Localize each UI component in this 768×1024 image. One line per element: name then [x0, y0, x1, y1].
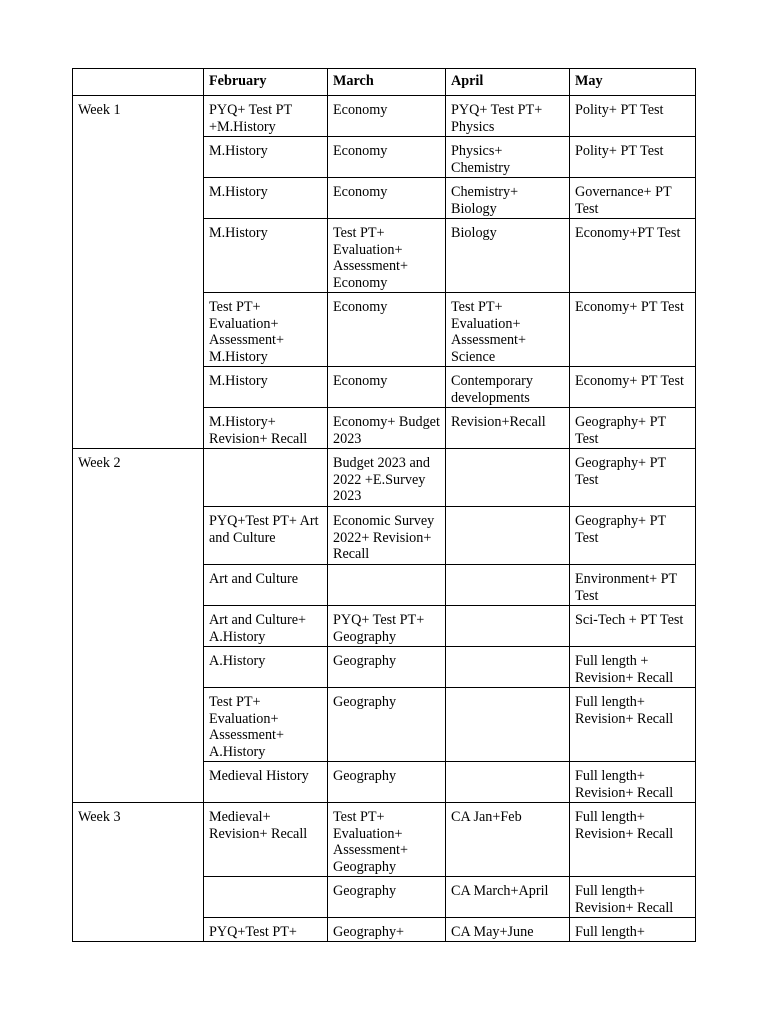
schedule-cell-february: Test PT+ Evaluation+ Assessment+ M.History: [204, 293, 328, 367]
table-row: [73, 803, 696, 877]
schedule-cell-february: A.History: [204, 647, 328, 688]
schedule-cell-february: M.History: [204, 178, 328, 219]
schedule-cell-march: Economy: [328, 137, 446, 178]
header-cell-may: May: [570, 69, 696, 96]
schedule-cell-april: [446, 565, 570, 606]
schedule-cell-february: [204, 449, 328, 507]
schedule-cell-may: Full length+ Revision+ Recall: [570, 803, 696, 877]
schedule-cell-april: [446, 688, 570, 762]
schedule-cell-april: Biology: [446, 219, 570, 293]
header-cell-corner: [73, 69, 204, 96]
schedule-cell-march: Economy: [328, 293, 446, 367]
schedule-cell-march: Geography: [328, 877, 446, 918]
schedule-cell-march: Geography: [328, 647, 446, 688]
schedule-cell-march: Economy: [328, 96, 446, 137]
schedule-cell-march: Geography+: [328, 918, 446, 942]
schedule-body: [73, 96, 696, 942]
schedule-cell-april: [446, 762, 570, 803]
week-label: Week 3: [73, 803, 204, 942]
schedule-cell-may: Economy+ PT Test: [570, 367, 696, 408]
schedule-cell-april: [446, 449, 570, 507]
schedule-cell-march: Economic Survey 2022+ Revision+ Recall: [328, 507, 446, 565]
schedule-cell-may: Geography+ PT Test: [570, 408, 696, 449]
schedule-cell-april: Contemporary developments: [446, 367, 570, 408]
schedule-cell-may: Polity+ PT Test: [570, 137, 696, 178]
schedule-cell-may: Full length+ Revision+ Recall: [570, 762, 696, 803]
schedule-cell-april: Revision+Recall: [446, 408, 570, 449]
schedule-cell-february: M.History+ Revision+ Recall: [204, 408, 328, 449]
schedule-cell-april: PYQ+ Test PT+ Physics: [446, 96, 570, 137]
table-row: [73, 449, 696, 507]
schedule-cell-may: Governance+ PT Test: [570, 178, 696, 219]
schedule-cell-april: CA Jan+Feb: [446, 803, 570, 877]
header-cell-april: April: [446, 69, 570, 96]
schedule-cell-february: Art and Culture: [204, 565, 328, 606]
schedule-cell-march: Test PT+ Evaluation+ Assessment+ Economy: [328, 219, 446, 293]
schedule-cell-april: CA May+June: [446, 918, 570, 942]
schedule-cell-february: Medieval History: [204, 762, 328, 803]
week-label: Week 2: [73, 449, 204, 803]
schedule-cell-february: PYQ+ Test PT +M.History: [204, 96, 328, 137]
schedule-cell-may: Environment+ PT Test: [570, 565, 696, 606]
schedule-cell-march: Geography: [328, 688, 446, 762]
schedule-cell-april: [446, 606, 570, 647]
header-row: [73, 69, 696, 96]
schedule-cell-may: Economy+ PT Test: [570, 293, 696, 367]
schedule-cell-may: Geography+ PT Test: [570, 507, 696, 565]
schedule-cell-february: M.History: [204, 219, 328, 293]
schedule-cell-march: Geography: [328, 762, 446, 803]
schedule-cell-february: M.History: [204, 137, 328, 178]
schedule-cell-march: Economy: [328, 178, 446, 219]
schedule-cell-april: Test PT+ Evaluation+ Assessment+ Science: [446, 293, 570, 367]
schedule-cell-may: Economy+PT Test: [570, 219, 696, 293]
schedule-cell-may: Full length+: [570, 918, 696, 942]
schedule-cell-february: M.History: [204, 367, 328, 408]
table-row: [73, 96, 696, 137]
schedule-cell-march: [328, 565, 446, 606]
schedule-cell-april: CA March+April: [446, 877, 570, 918]
schedule-cell-april: [446, 507, 570, 565]
schedule-cell-february: PYQ+Test PT+: [204, 918, 328, 942]
schedule-cell-march: Economy: [328, 367, 446, 408]
schedule-cell-april: Physics+ Chemistry: [446, 137, 570, 178]
schedule-cell-february: Art and Culture+ A.History: [204, 606, 328, 647]
schedule-cell-april: Chemistry+ Biology: [446, 178, 570, 219]
schedule-cell-may: Full length+ Revision+ Recall: [570, 688, 696, 762]
schedule-cell-may: Full length + Revision+ Recall: [570, 647, 696, 688]
schedule-cell-march: Economy+ Budget 2023: [328, 408, 446, 449]
schedule-cell-may: Geography+ PT Test: [570, 449, 696, 507]
schedule-table: [72, 68, 696, 942]
schedule-cell-may: Sci-Tech + PT Test: [570, 606, 696, 647]
week-label: Week 1: [73, 96, 204, 449]
schedule-cell-february: [204, 877, 328, 918]
schedule-cell-march: Budget 2023 and 2022 +E.Survey 2023: [328, 449, 446, 507]
header-cell-february: February: [204, 69, 328, 96]
schedule-cell-february: PYQ+Test PT+ Art and Culture: [204, 507, 328, 565]
schedule-cell-march: Test PT+ Evaluation+ Assessment+ Geography: [328, 803, 446, 877]
schedule-cell-february: Test PT+ Evaluation+ Assessment+ A.History: [204, 688, 328, 762]
schedule-cell-february: Medieval+ Revision+ Recall: [204, 803, 328, 877]
schedule-cell-march: PYQ+ Test PT+ Geography: [328, 606, 446, 647]
schedule-cell-april: [446, 647, 570, 688]
schedule-cell-may: Polity+ PT Test: [570, 96, 696, 137]
schedule-cell-may: Full length+ Revision+ Recall: [570, 877, 696, 918]
header-cell-march: March: [328, 69, 446, 96]
